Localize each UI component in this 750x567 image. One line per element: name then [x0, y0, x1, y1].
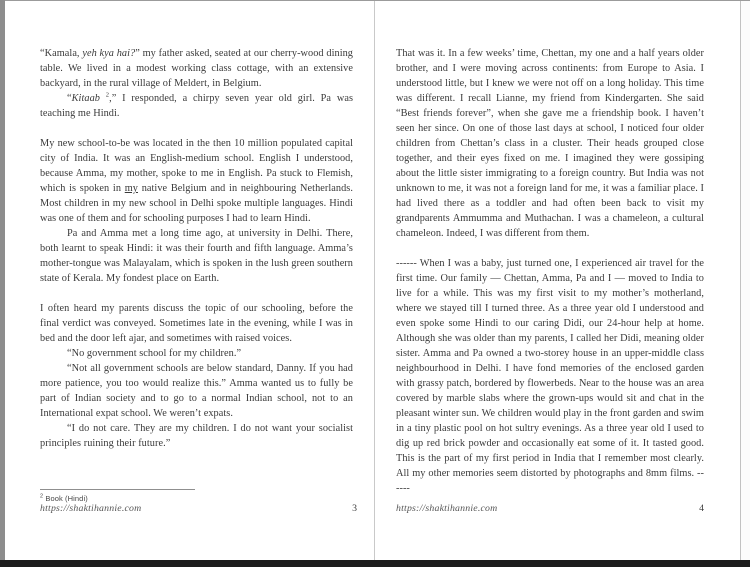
page-right [375, 1, 739, 560]
page-left-footer [40, 503, 357, 514]
paragraph: “No government school for my children.” [67, 348, 242, 359]
paragraph: “Kitaab $^2$,” I responded, a chirpy seven year old girl. Pa was teaching me Hindi. [40, 91, 354, 119]
page-right-footer [396, 503, 704, 514]
footnote-divider [40, 489, 195, 490]
paragraph: That was it. In a few weeks’ time, Chettan, my one and a half years older brother, and I were moving across continents: from Europe to Asia. I understood little, but I knew we were not off on a long holiday. This time was different. I recall Lianne, my friend from Kindergarten. She said “Best friends forever”, when she gave me a friendship book. I haven’t seen her since. On one of those last days at school, I noticed four older children from Chettan’s class in a cluster. Their heads grouped close together, and their eyes fixed on me. I imagined they were gossiping about the little sister immigrating to a foreign country. But India was not unknown to me, it was not a foreign land for me, it was a familiar place. I had lived there as a toddler and had often been back to visit my grandparents Ammumma and Muthachan. I was a chameleon, a cultural chameleon. Indeed, I was different from them. [396, 48, 704, 239]
footer-url: https://shaktihannie.com [396, 503, 498, 514]
page-left-body-text [40, 46, 353, 451]
page-number: 3 [352, 503, 357, 514]
page-right-body-text [396, 46, 704, 496]
footer-url: https://shaktihannie.com [40, 503, 142, 514]
footnote-marker: 2 [40, 493, 44, 500]
page-left [5, 1, 374, 560]
footnote-label: Book (Hindi) [43, 494, 88, 503]
paragraph: ------ When I was a baby, just turned one, I experienced air travel for the first time. Our family — Chettan, Amma, Pa and I — moved to India to live for a while. This was my first visit to my mother’s motherland, where we stayed till I turned three. As a three year old I understood and even spoke some Hindi to our caring Didi, our 24-hour help at home. Although she was older than my parents, I called her Didi, meaning older sister. Amma and Pa owned a two-storey house in an upper-middle class neighbourhood in Delhi. I have fond memories of the enclosed garden with grassy patch, bordered by flowerbeds. Near to the house was an area covered by marble slabs where the grown-ups would sit and chat in the pleasant winter sun. We children would play in the front garden and swim in a tiny plastic pool on hot sultry evenings. As a three year old I used to dig up red brick powder and occasionally eat some of it. It tasted good. This is the part of my first period in India that I remember most clearly. All my other memories seem distorted by photographs and 8mm films. ------ [396, 258, 704, 494]
page-number: 4 [699, 503, 704, 514]
footnote [40, 494, 88, 503]
right-window-edge [740, 1, 750, 560]
paragraph: “Not all government schools are below standard, Danny. If you had more patience, you too would realize this.” Amma wanted us to fully be part of Indian society and to go to a normal Indian school, not to an International expat school. We weren’t expats. [40, 363, 353, 419]
bottom-window-edge [0, 560, 750, 567]
paragraph: I often heard my parents discuss the topic of our schooling, before the final verdict was conveyed. Sometimes late in the evening, while I was in bed and the door left ajar, and sometimes with raised voices. [40, 303, 353, 344]
paragraph: My new school-to-be was located in the then 10 million populated capital city of India. It was an English-medium school. English I understood, because Amma, my mother, spoke to me in English. Pa stuck to Flemish, which is spoken in my native Belgium and in neighbouring Netherlands. Most children in my new school in Delhi spoke multiple languages. Hindi was one of them and for schooling purposes I had to learn Hindi. [40, 138, 353, 224]
paragraph: “Kamala, yeh kya hai?” my father asked, seated at our cherry-wood dining table. We lived in a modest working class cottage, with an extensive backyard, in the rural village of Meldert, in Belgium. [40, 48, 354, 89]
paragraph: Pa and Amma met a long time ago, at university in Delhi. There, both learnt to speak Hindi: it was their fourth and fifth language. Amma’s mother-tongue was Malayalam, which is spoken in the lush green southern state of Kerala. My fondest place on Earth. [40, 228, 353, 284]
paragraph: “I do not care. They are my children. I do not want your socialist principles ruining their future.” [40, 423, 353, 449]
